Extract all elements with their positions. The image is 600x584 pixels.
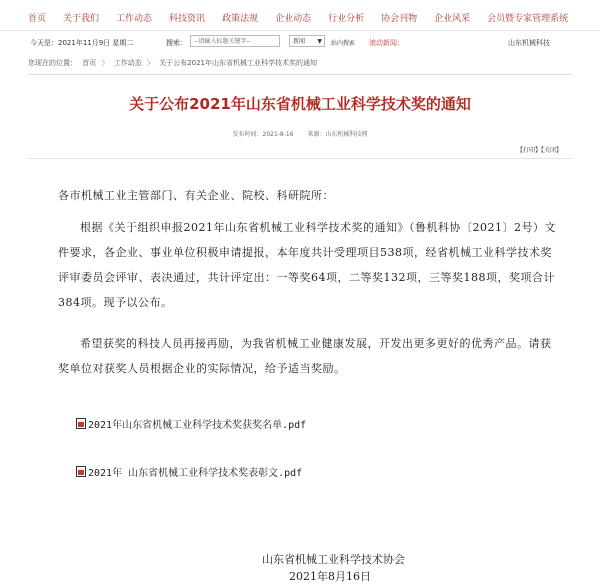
nav-item-publications[interactable]: 协会刊物 <box>381 14 418 24</box>
today-date: 今天是：2021年11月9日 星期二 <box>30 39 134 47</box>
article-meta <box>0 129 600 138</box>
article-greeting: 各市机械工业主管部门、有关企业、院校、科研院所： <box>58 189 334 202</box>
nav-item-work-news[interactable]: 工作动态 <box>116 14 153 24</box>
breadcrumb-separator: 〉 <box>101 59 109 67</box>
publish-time: 发布时间：2021-8-16 <box>232 131 294 138</box>
search-input[interactable]: --请输入标题关键字-- <box>190 35 280 47</box>
nav-item-enterprise-news[interactable]: 企业动态 <box>275 14 312 24</box>
breadcrumb-prefix: 您现在的位置： <box>28 59 77 67</box>
info-bar <box>0 30 600 52</box>
nav-item-member-system[interactable]: 会员暨专家管理系统 <box>487 14 569 24</box>
scroll-news-label: 滚动新闻： <box>369 39 404 47</box>
pdf-icon <box>76 466 86 477</box>
breadcrumb-work-news[interactable]: 工作动态 <box>113 59 142 67</box>
search-label: 搜索： <box>166 39 187 47</box>
attachment-name-2: 2021年 山东省机械工业科学技术奖表彰文.pdf <box>88 468 303 479</box>
breadcrumb-separator: 〉 <box>146 59 154 67</box>
breadcrumb-home[interactable]: 首页 <box>82 59 97 67</box>
article-paragraph-2: 希望获奖的科技人员再接再励，为我省机械工业健康发展，开发出更多更好的优秀产品。请获奖单位对获奖人员根据企业的实际情况，给予适当奖励。 <box>58 337 552 375</box>
chevron-down-icon: ▼ <box>317 38 322 45</box>
site-search-button[interactable]: 站内搜索 <box>331 40 356 47</box>
nav-item-about[interactable]: 关于我们 <box>63 14 100 24</box>
search-category-value: 新闻 <box>293 38 306 45</box>
nav-item-enterprise-showcase[interactable]: 企业风采 <box>434 14 471 24</box>
divider <box>28 74 572 75</box>
article-actions <box>517 145 562 154</box>
nav-item-home[interactable]: 首页 <box>28 14 47 24</box>
attachment-link-1[interactable] <box>76 416 306 431</box>
top-nav <box>0 0 600 31</box>
breadcrumb-current: 关于公布2021年山东省机械工业科学技术奖的通知 <box>159 59 317 67</box>
signature-date: 2021年8月16日 <box>289 570 371 583</box>
nav-item-industry-analysis[interactable]: 行业分析 <box>328 14 365 24</box>
attachment-name-1: 2021年山东省机械工业科学技术奖获奖名单.pdf <box>88 420 307 431</box>
print-button[interactable]: 【打印】 <box>516 147 541 154</box>
article-source: 来源：山东机械科技网 <box>307 131 368 138</box>
nav-item-tech-news[interactable]: 科技资讯 <box>169 14 206 24</box>
article-paragraph-1: 根据《关于组织申报2021年山东省机械工业科学技术奖的通知》（鲁机科协〔2021〕2号）文件要求，各企业、事业单位积极申请提报，本年度共计受理项目538项，经省机械工业科学技术奖评审委员会评审、表决通过，共计评定出：一等奖64项，二等奖132项，三等奖188项，奖项合计384项。现予以公布。 <box>58 221 556 309</box>
close-button[interactable]: 【关闭】 <box>540 147 562 154</box>
pdf-icon <box>76 418 86 429</box>
divider <box>28 158 572 159</box>
attachment-link-2[interactable] <box>76 464 302 479</box>
article-title: 关于公布2021年山东省机械工业科学技术奖的通知 <box>129 95 471 113</box>
nav-menu <box>28 11 568 24</box>
signature-organization: 山东省机械工业科学技术协会 <box>262 553 405 566</box>
scroll-news-item[interactable]: 山东机械科技 <box>508 39 550 47</box>
breadcrumb <box>28 58 320 68</box>
search-category-select[interactable] <box>289 35 325 47</box>
nav-item-policy[interactable]: 政策法规 <box>222 14 259 24</box>
